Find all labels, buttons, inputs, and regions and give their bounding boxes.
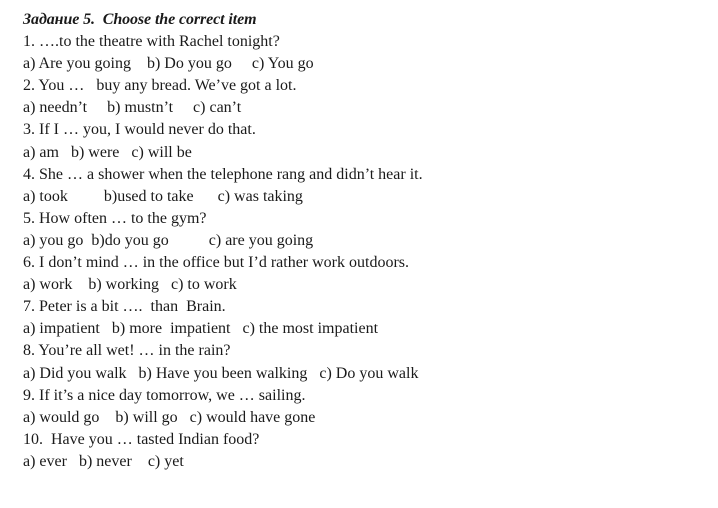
question-1: 1. ….to the theatre with Rachel tonight? (23, 33, 280, 51)
question-3: 3. If I … you, I would never do that. (23, 121, 256, 139)
options-1: a) Are you going b) Do you go c) You go (23, 55, 314, 73)
question-9: 9. If it’s a nice day tomorrow, we … sailing. (23, 386, 306, 404)
options-2: a) needn’t b) mustn’t c) can’t (23, 99, 242, 117)
question-4: 4. She … a shower when the telephone rang and didn’t hear it. (23, 165, 423, 183)
options-6: a) work b) working c) to work (23, 276, 237, 294)
question-7: 7. Peter is a bit …. than Brain. (23, 298, 226, 316)
exercise-document (23, 9, 423, 473)
exercise-title: Задание 5. Choose the correct item (23, 11, 257, 28)
question-6: 6. I don’t mind … in the office but I’d rather work outdoors. (23, 254, 409, 272)
options-7: a) impatient b) more impatient c) the most impatient (23, 320, 379, 338)
options-5: a) you go b)do you go c) are you going (23, 231, 314, 249)
options-10: a) ever b) never c) yet (23, 452, 184, 470)
question-8: 8. You’re all wet! … in the rain? (23, 342, 231, 360)
question-2: 2. You … buy any bread. We’ve got a lot. (23, 77, 297, 95)
options-8: a) Did you walk b) Have you been walking c) Do you walk (23, 364, 419, 382)
options-3: a) am b) were c) will be (23, 143, 192, 161)
question-5: 5. How often … to the gym? (23, 209, 207, 227)
question-10: 10. Have you … tasted Indian food? (23, 430, 260, 448)
options-4: a) took b)used to take c) was taking (23, 187, 303, 205)
options-9: a) would go b) will go c) would have gone (23, 408, 316, 426)
